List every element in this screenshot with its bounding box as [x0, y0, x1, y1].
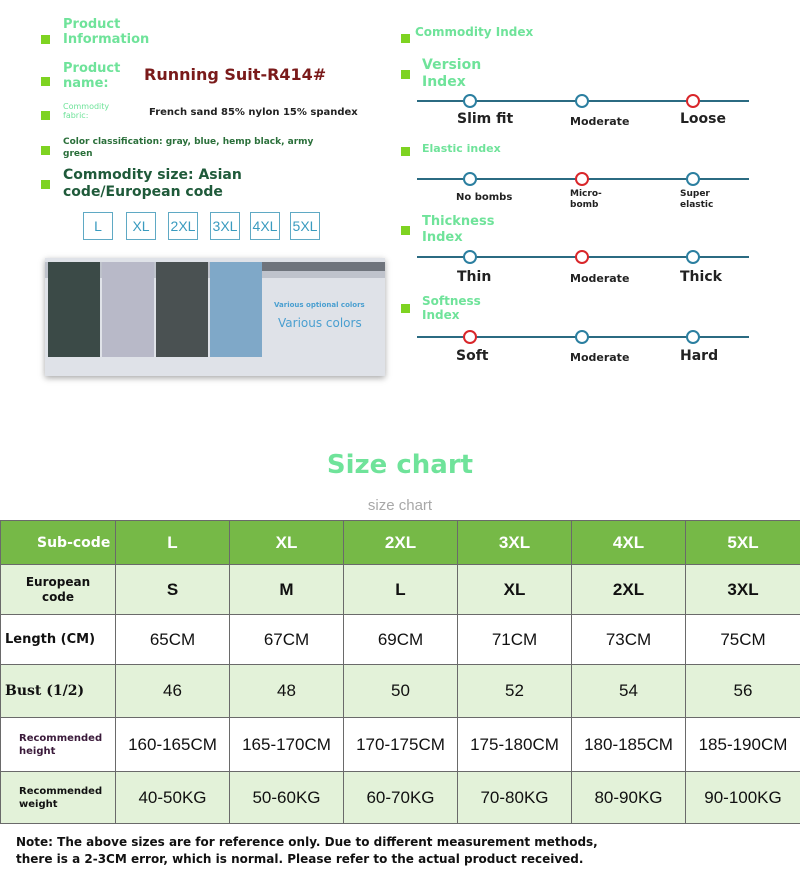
- size-option-xl[interactable]: XL: [126, 212, 156, 240]
- thickness-dot-moderate-selected[interactable]: [575, 250, 589, 264]
- colors-small-label: Various optional colors: [274, 301, 365, 309]
- table-cell: 71CM: [458, 615, 572, 665]
- table-row: [1, 565, 800, 615]
- softness-option-soft: Soft: [456, 348, 489, 364]
- product-name-label: Product name:: [63, 61, 121, 91]
- softness-dot-moderate[interactable]: [575, 330, 589, 344]
- table-header-cell: L: [116, 521, 230, 565]
- table-header-cell: 3XL: [458, 521, 572, 565]
- color-panel: [45, 258, 385, 376]
- table-cell: 60-70KG: [344, 772, 458, 824]
- version-option-loose: Loose: [680, 111, 726, 127]
- table-cell: 185-190CM: [686, 718, 800, 772]
- bullet-icon: [401, 70, 410, 79]
- table-cell: 50: [344, 665, 458, 718]
- commodity-index-title: Commodity Index: [415, 25, 534, 39]
- bullet-icon: [401, 304, 410, 313]
- table-header-cell: 4XL: [572, 521, 686, 565]
- table-cell: 54: [572, 665, 686, 718]
- swatch-hemp-black[interactable]: [156, 262, 208, 357]
- table-cell: 180-185CM: [572, 718, 686, 772]
- color-classification: Color classification: gray, blue, hemp black, army green: [63, 137, 314, 160]
- elastic-option-micro: Micro- bomb: [570, 189, 602, 211]
- table-cell: XL: [458, 565, 572, 615]
- table-cell: M: [230, 565, 344, 615]
- table-row-label: Bust (1/2): [1, 665, 116, 718]
- table-cell: 175-180CM: [458, 718, 572, 772]
- commodity-size: Commodity size: Asian code/European code: [63, 167, 242, 200]
- swatch-gray[interactable]: [102, 262, 154, 357]
- thickness-option-moderate: Moderate: [570, 272, 630, 285]
- thickness-dot-thick[interactable]: [686, 250, 700, 264]
- thickness-index-label: Thickness Index: [422, 214, 495, 245]
- size-option-4xl[interactable]: 4XL: [250, 212, 280, 240]
- table-cell: S: [116, 565, 230, 615]
- elastic-dot-micro-selected[interactable]: [575, 172, 589, 186]
- table-row: [1, 615, 800, 665]
- table-cell: 2XL: [572, 565, 686, 615]
- table-cell: 75CM: [686, 615, 800, 665]
- bullet-icon: [401, 226, 410, 235]
- table-cell: 56: [686, 665, 800, 718]
- elastic-dot-super[interactable]: [686, 172, 700, 186]
- product-name-value: Running Suit-R414#: [144, 65, 327, 84]
- version-option-moderate: Moderate: [570, 115, 630, 128]
- table-cell: 70-80KG: [458, 772, 572, 824]
- table-cell: 52: [458, 665, 572, 718]
- table-cell: 170-175CM: [344, 718, 458, 772]
- bullet-icon: [401, 147, 410, 156]
- fabric-value: French sand 85% nylon 15% spandex: [149, 107, 358, 118]
- table-header-cell: 5XL: [686, 521, 800, 565]
- size-option-l[interactable]: L: [83, 212, 113, 240]
- thickness-option-thin: Thin: [457, 269, 492, 285]
- colors-label: Various colors: [278, 316, 362, 330]
- table-cell: 50-60KG: [230, 772, 344, 824]
- table-header-cell: 2XL: [344, 521, 458, 565]
- table-cell: 3XL: [686, 565, 800, 615]
- bullet-icon: [41, 77, 50, 86]
- table-cell: 69CM: [344, 615, 458, 665]
- size-option-3xl[interactable]: 3XL: [210, 212, 240, 240]
- table-row-label: European code: [1, 565, 116, 615]
- color-panel-bar: [260, 262, 385, 271]
- bullet-icon: [41, 111, 50, 120]
- version-index-label: Version Index: [422, 57, 482, 90]
- size-chart-subtitle: size chart: [367, 497, 433, 514]
- swatch-blue[interactable]: [210, 262, 262, 357]
- bullet-icon: [41, 146, 50, 155]
- swatch-army-green[interactable]: [48, 262, 100, 357]
- table-cell: 160-165CM: [116, 718, 230, 772]
- elastic-option-no-bombs: No bombs: [456, 192, 513, 203]
- table-cell: L: [344, 565, 458, 615]
- table-row-label: Recommended height: [1, 718, 116, 772]
- elastic-dot-no-bombs[interactable]: [463, 172, 477, 186]
- softness-dot-soft-selected[interactable]: [463, 330, 477, 344]
- table-cell: 40-50KG: [116, 772, 230, 824]
- table-header-row: [1, 521, 800, 565]
- version-dot-loose-selected[interactable]: [686, 94, 700, 108]
- table-cell: 73CM: [572, 615, 686, 665]
- elastic-option-super: Super elastic: [680, 189, 714, 211]
- table-row-label: Recommended weight: [1, 772, 116, 824]
- size-chart-table: [0, 520, 800, 824]
- disclaimer-note: Note: The above sizes are for reference only. Due to different measurement methods, there is a 2-3CM error, which is normal. Please refer to the actual product received.: [16, 835, 598, 866]
- version-dot-slim[interactable]: [463, 94, 477, 108]
- table-cell: 165-170CM: [230, 718, 344, 772]
- softness-option-hard: Hard: [680, 348, 719, 364]
- table-row-label: Length (CM): [1, 615, 116, 665]
- table-cell: 67CM: [230, 615, 344, 665]
- softness-dot-hard[interactable]: [686, 330, 700, 344]
- size-option-5xl[interactable]: 5XL: [290, 212, 320, 240]
- size-option-2xl[interactable]: 2XL: [168, 212, 198, 240]
- softness-option-moderate: Moderate: [570, 351, 630, 364]
- table-header-cell: XL: [230, 521, 344, 565]
- table-row: [1, 718, 800, 772]
- thickness-dot-thin[interactable]: [463, 250, 477, 264]
- table-cell: 48: [230, 665, 344, 718]
- bullet-icon: [41, 35, 50, 44]
- table-row: [1, 772, 800, 824]
- table-cell: 80-90KG: [572, 772, 686, 824]
- size-chart-title: Size chart: [326, 450, 474, 480]
- softness-index-label: Softness Index: [422, 294, 481, 323]
- table-row: [1, 665, 800, 718]
- table-header-cell: Sub-code: [1, 521, 116, 565]
- product-info-label: Product Information: [63, 17, 150, 47]
- bullet-icon: [401, 34, 410, 43]
- table-cell: 46: [116, 665, 230, 718]
- table-cell: 65CM: [116, 615, 230, 665]
- version-dot-moderate[interactable]: [575, 94, 589, 108]
- table-cell: 90-100KG: [686, 772, 800, 824]
- fabric-label: Commodity fabric:: [63, 102, 110, 121]
- version-option-slim: Slim fit: [457, 111, 514, 127]
- elastic-index-label: Elastic index: [422, 142, 501, 155]
- bullet-icon: [41, 180, 50, 189]
- thickness-option-thick: Thick: [680, 269, 722, 285]
